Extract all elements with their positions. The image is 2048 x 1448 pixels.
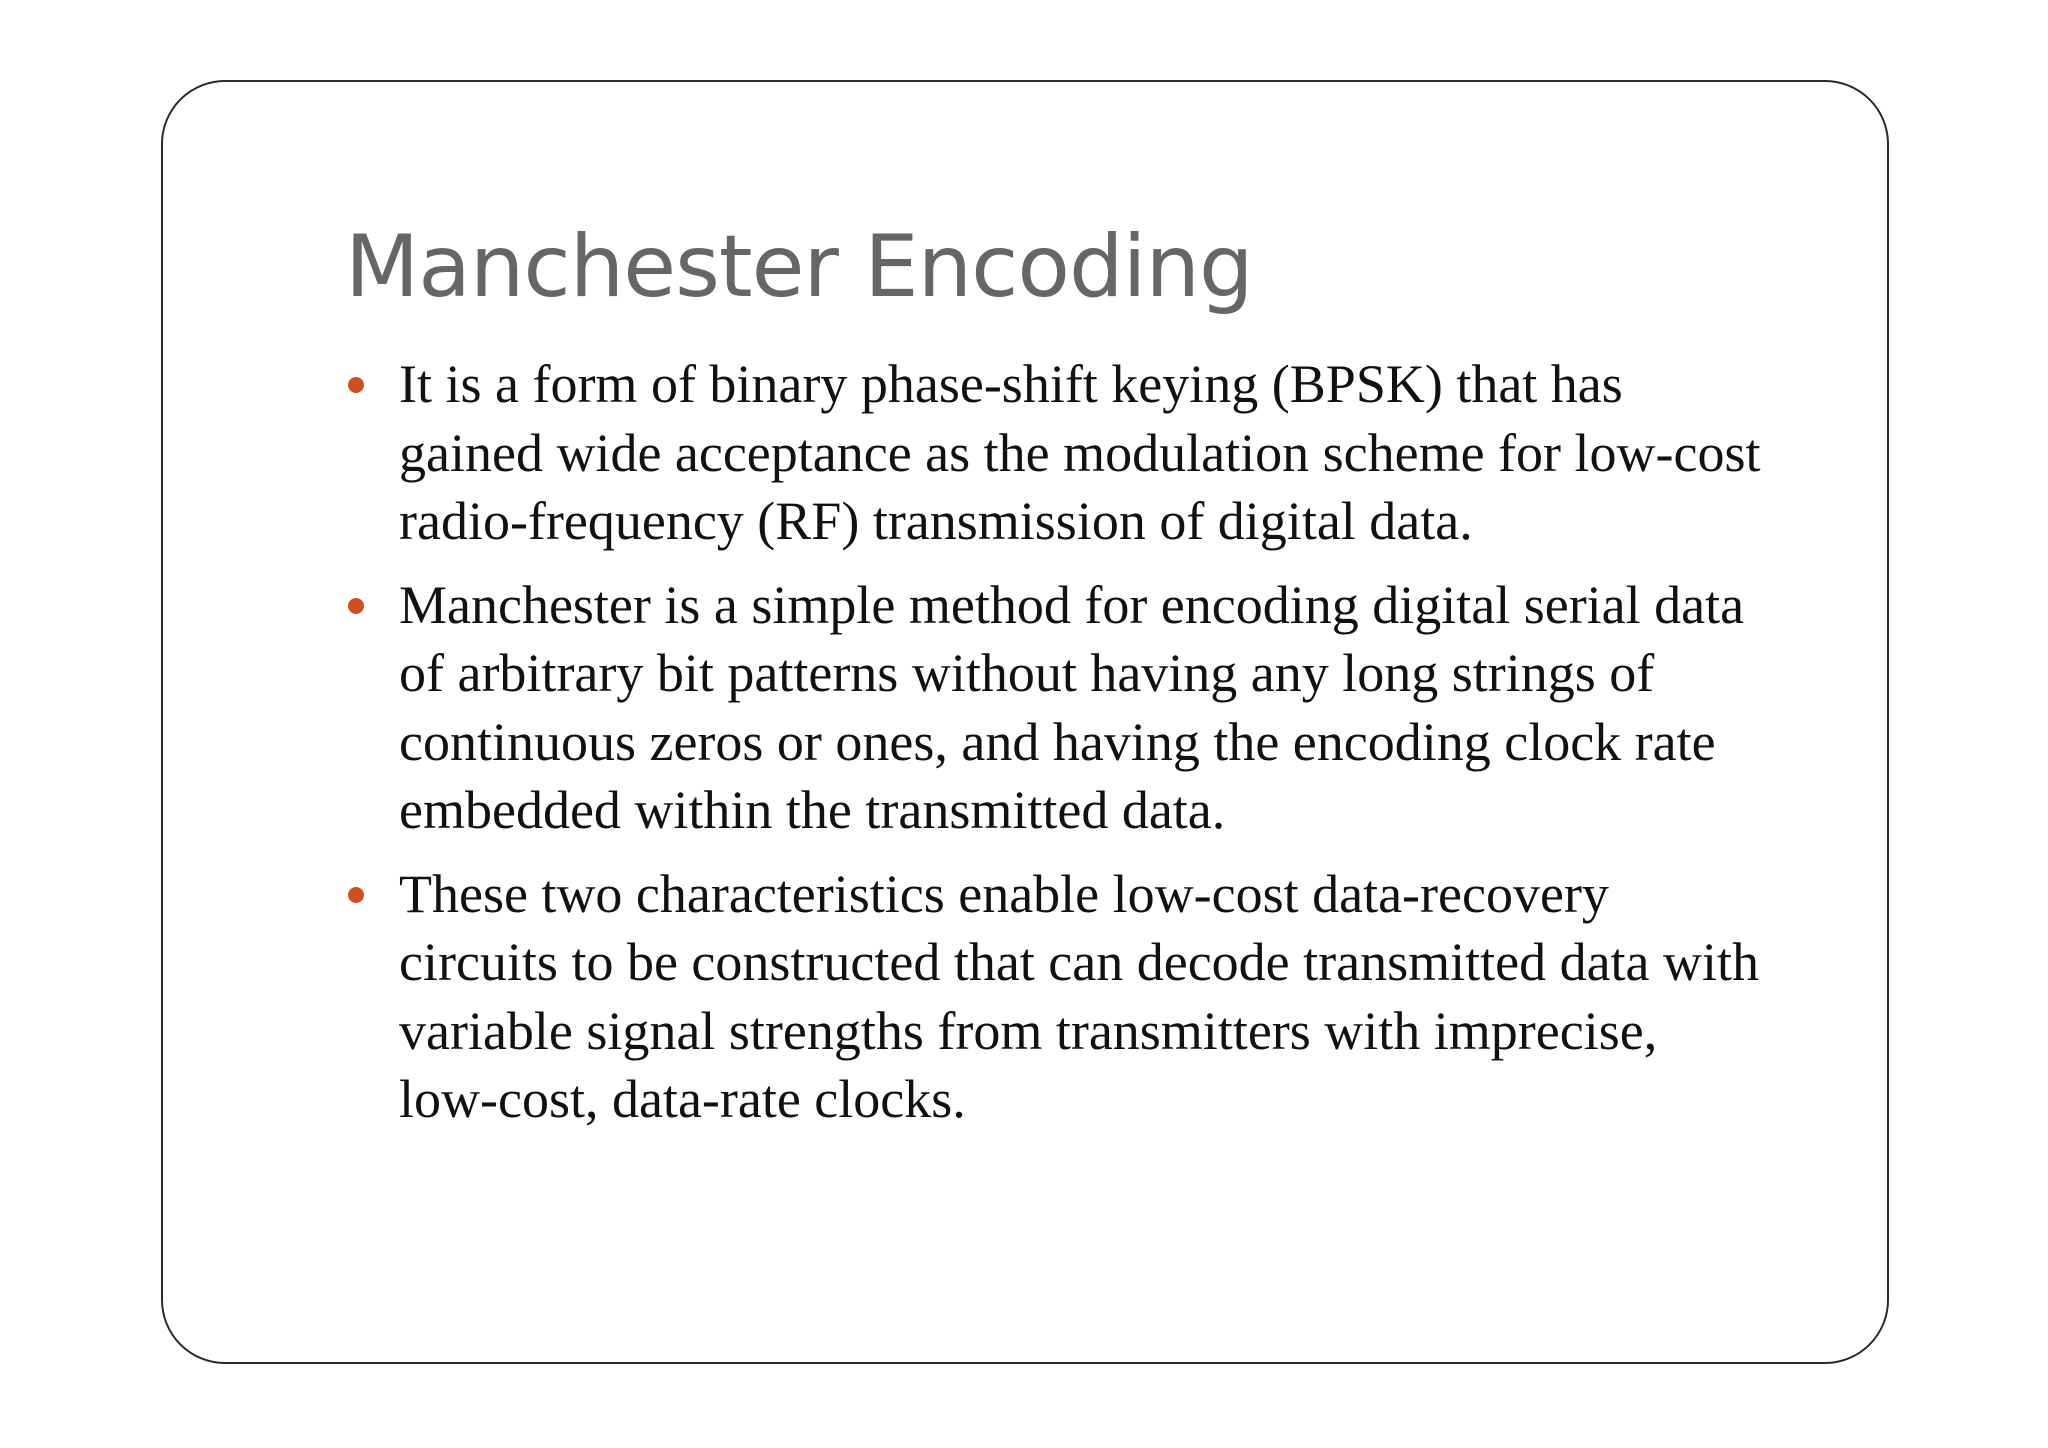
- slide-title: Manchester Encoding: [345, 217, 1253, 317]
- bullet-item: [345, 571, 1765, 845]
- bullet-text: Manchester is a simple method for encoding digital serial data of arbitrary bit patterns without having any long strings of continuous zeros or ones, and having the encoding clock rate embedded within the transmitted data.: [399, 574, 1745, 840]
- bullet-text: It is a form of binary phase-shift keying (BPSK) that has gained wide acceptance as the modulation scheme for low-cost radio-frequency (RF) transmission of digital data.: [399, 354, 1761, 551]
- bullet-dot-icon: [348, 598, 364, 614]
- bullet-item: [345, 350, 1765, 556]
- bullet-item: [345, 860, 1765, 1134]
- bullet-dot-icon: [348, 887, 364, 903]
- bullet-text: These two characteristics enable low-cost data-recovery circuits to be constructed that can decode transmitted data with variable signal strengths from transmitters with imprecise, low-cost, data-rate clocks.: [399, 863, 1760, 1129]
- slide-frame: [161, 80, 1889, 1364]
- bullet-list: [345, 350, 1765, 1149]
- bullet-dot-icon: [348, 377, 364, 393]
